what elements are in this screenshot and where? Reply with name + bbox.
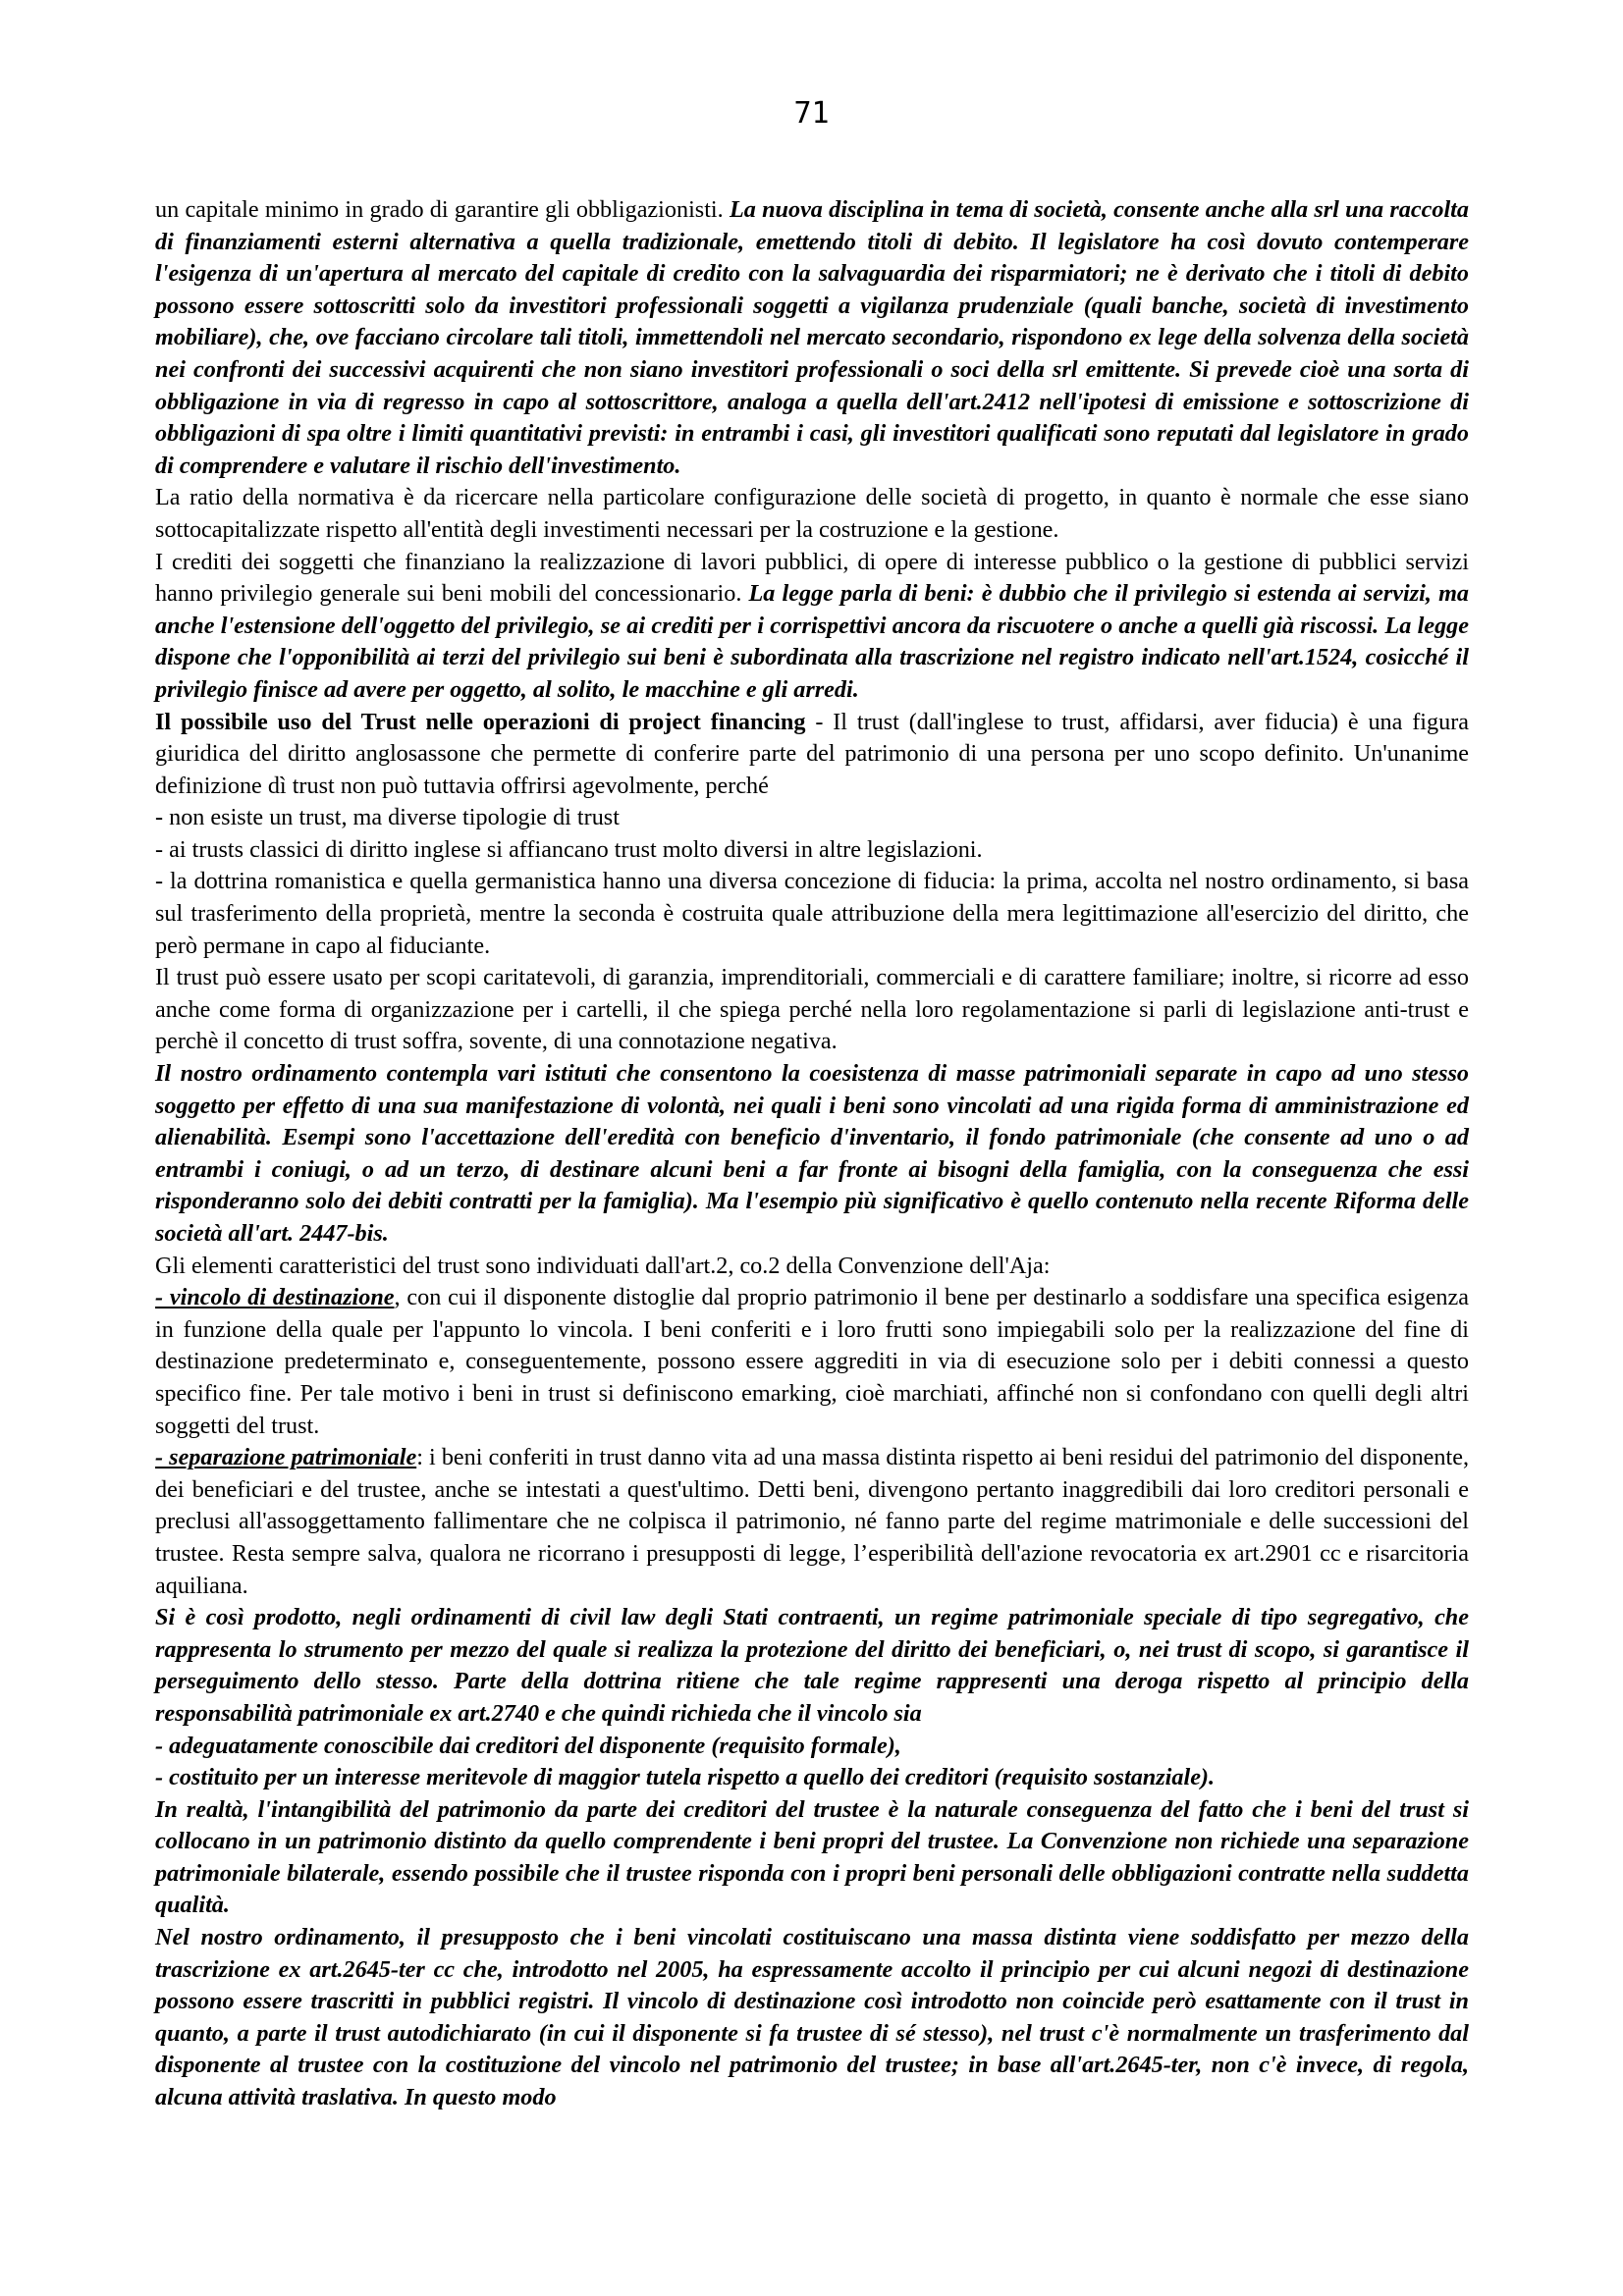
list-item [155,866,1469,962]
text-run: : i beni conferiti in trust danno vita ad una massa distinta rispetto ai beni residui del patrimonio del disponente, dei beneficiari e del trustee, anche se intestati a quest'ultimo. Detti beni, divengono pertanto inaggredibili dai loro creditori personali e preclusi all'assoggettamento fallimentare che ne colpisca il patrimonio, né fanno parte del regime matrimoniale e delle successioni del trustee. Resta sempre salva, qualora ne ricorrano i presupposti di legge, l’esperibilità dell'azione revocatoria ex art.2901 cc e risarcitoria aquiliana. [155,1444,1469,1599]
paragraph [155,1251,1469,1283]
paragraph [155,962,1469,1058]
paragraph [155,1602,1469,1730]
page-number: 71 [793,96,830,131]
text-run: Il trust può essere usato per scopi caritatevoli, di garanzia, imprenditoriali, commerciali e di carattere familiare; inoltre, si ricorre ad esso anche come forma di organizzazione per i cartelli, il che spiega perché nella loro regolamentazione si parli di legislazione anti-trust e perchè il concetto di trust soffra, sovente, di una connotazione negativa. [155,964,1469,1055]
defined-term: - separazione patrimoniale [155,1444,417,1471]
paragraph [155,482,1469,546]
bold-italic-run: Il nostro ordinamento contempla vari istituti che consentono la coesistenza di masse patrimoniali separate in capo ad uno stesso soggetto per effetto di una sua manifestazione di volontà, nei quali i beni sono vincolati ad una rigida forma di amministrazione ed alienabilità. Esempi sono l'accettazione dell'eredità con beneficio d'inventario, il fondo patrimoniale (che consente ad uno o ad entrambi i coniugi, o ad un terzo, di destinare alcuni beni a far fronte ai bisogni della famiglia, con la conseguenza che essi risponderanno solo dei debiti contratti per la famiglia). Ma l'esempio più significativo è quello contenuto nella recente Riforma delle società all'art. 2447-bis. [155,1060,1469,1247]
paragraph [155,707,1469,803]
document-body [155,194,1469,2114]
paragraph [155,1922,1469,2114]
list-item [155,1762,1469,1794]
bold-italic-run: Si è così prodotto, negli ordinamenti di civil law degli Stati contraenti, un regime patrimoniale speciale di tipo segregativo, che rappresenta lo strumento per mezzo del quale si realizza la protezione del diritto dei beneficiari, o, nei trust di scopo, si garantisce il perseguimento dello stesso. Parte della dottrina ritiene che tale regime rappresenti una deroga rispetto al principio della responsabilità patrimoniale ex art.2740 e che quindi richieda che il vincolo sia [155,1604,1469,1727]
bold-italic-run: La legge parla di beni: è dubbio che il privilegio si estenda ai servizi, ma anche l'estensione dell'oggetto del privilegio, se ai crediti per i corrispettivi ancora da riscuotere o anche a quelli già riscossi. La legge dispone che l'opponibilità ai terzi del privilegio sui beni è subordinata alla trascrizione nel registro indicato nell'art.1524, cosicché il privilegio finisce ad avere per oggetto, al solito, le macchine e gli arredi. [155,580,1469,703]
defined-term: - vincolo di destinazione [155,1284,395,1311]
text-run: La ratio della normativa è da ricercare nella particolare configurazione delle società di progetto, in quanto è normale che esse siano sottocapitalizzate rispetto all'entità degli investimenti necessari per la costruzione e la gestione. [155,484,1469,543]
bold-italic-run: In realtà, l'intangibilità del patrimonio da parte dei creditori del trustee è la naturale conseguenza del fatto che i beni del trust si collocano in un patrimonio distinto da quello comprendente i beni propri del trustee. La Convenzione non richiede una separazione patrimoniale bilaterale, essendo possibile che il trustee risponda con i propri beni personali delle obbligazioni contratte nella suddetta qualità. [155,1795,1469,1919]
text-run: Gli elementi caratteristici del trust sono individuati dall'art.2, co.2 della Convenzione dell'Aja: [155,1252,1051,1279]
text-run: , con cui il disponente distoglie dal proprio patrimonio il bene per destinarlo a soddisfare una specifica esigenza in funzione della quale per l'appunto lo vincola. I beni conferiti e i loro frutti sono impiegabili solo per la realizzazione del fine di destinazione predeterminato e, conseguentemente, possono essere aggrediti in via di esecuzione solo per i debiti connessi a questo specifico fine. Per tale motivo i beni in trust si definiscono emarking, cioè marchiati, affinché non si confondano con quelli degli altri soggetti del trust. [155,1284,1469,1439]
text-run: un capitale minimo in grado di garantire gli obbligazionisti. [155,196,730,223]
list-item [155,834,1469,867]
list-item [155,1731,1469,1763]
paragraph [155,1442,1469,1602]
text-run: - Il trust (dall'inglese to trust, affidarsi, aver fiducia) è una figura giuridica del diritto anglosassone che permette di conferire parte del patrimonio di una persona per uno scopo definito. Un'unanime definizione dì trust non può tuttavia offrirsi agevolmente, perché [155,708,1469,799]
bold-italic-run: - costituito per un interesse meritevole di maggior tutela rispetto a quello dei creditori (requisito sostanziale). [155,1764,1216,1791]
paragraph [155,1058,1469,1251]
text-run: I crediti dei soggetti che finanziano la realizzazione di lavori pubblici, di opere di interesse pubblico o la gestione di pubblici servizi hanno privilegio generale sui beni mobili del concessionario. [155,548,1469,608]
section-heading: Il possibile uso del Trust nelle operazioni di project financing [155,708,806,735]
bold-italic-run: Nel nostro ordinamento, il presupposto che i beni vincolati costituiscano una massa distinta viene soddisfatto per mezzo della trascrizione ex art.2645-ter cc che, introdotto nel 2005, ha espressamente accolto il principio per cui alcuni negozi di destinazione possono essere trascritti in pubblici registri. Il vincolo di destinazione così introdotto non coincide però esattamente con il trust in quanto, a parte il trust autodichiarato (in cui il disponente si fa trustee di sé stesso), nel trust c'è normalmente un trasferimento dal disponente al trustee con la costituzione del vincolo nel patrimonio del trustee; in base all'art.2645-ter, non c'è invece, di regola, alcuna attività traslativa. In questo modo [155,1924,1469,2111]
bold-italic-run: La nuova disciplina in tema di società, consente anche alla srl una raccolta di finanziamenti esterni alternativa a quella tradizionale, emettendo titoli di debito. Il legislatore ha così dovuto contemperare l'esigenza di un'apertura al mercato del capitale di credito con la salvaguardia dei risparmiatori; ne è derivato che i titoli di debito possono essere sottoscritti solo da investitori professionali soggetti a vigilanza prudenziale (quali banche, società di investimento mobiliare), che, ove facciano circolare tali titoli, immettendoli nel mercato secondario, rispondono ex lege della solvenza della società nei confronti dei successivi acquirenti che non siano investitori professionali o soci della srl emittente. Si prevede cioè una sorta di obbligazione in via di regresso in capo al sottoscrittore, analoga a quella dell'art.2412 nell'ipotesi di emissione e sottoscrizione di obbligazioni di spa oltre i limiti quantitativi previsti: in entrambi i casi, gli investitori qualificati sono reputati dal legislatore in grado di comprendere e valutare il rischio dell'investimento. [155,196,1469,479]
paragraph [155,1794,1469,1922]
text-run: - la dottrina romanistica e quella germanistica hanno una diversa concezione di fiducia: la prima, accolta nel nostro ordinamento, si basa sul trasferimento della proprietà, mentre la seconda è costruita quale attribuzione della mera legittimazione all'esercizio del diritto, che però permane in capo al fiduciante. [155,868,1469,959]
list-item [155,802,1469,834]
text-run: - non esiste un trust, ma diverse tipologie di trust [155,804,620,831]
text-run: - ai trusts classici di diritto inglese si affiancano trust molto diversi in altre legislazioni. [155,835,983,863]
bold-italic-run: - adeguatamente conoscibile dai creditori del disponente (requisito formale), [155,1732,901,1759]
paragraph [155,194,1469,482]
paragraph [155,1282,1469,1442]
paragraph [155,547,1469,707]
